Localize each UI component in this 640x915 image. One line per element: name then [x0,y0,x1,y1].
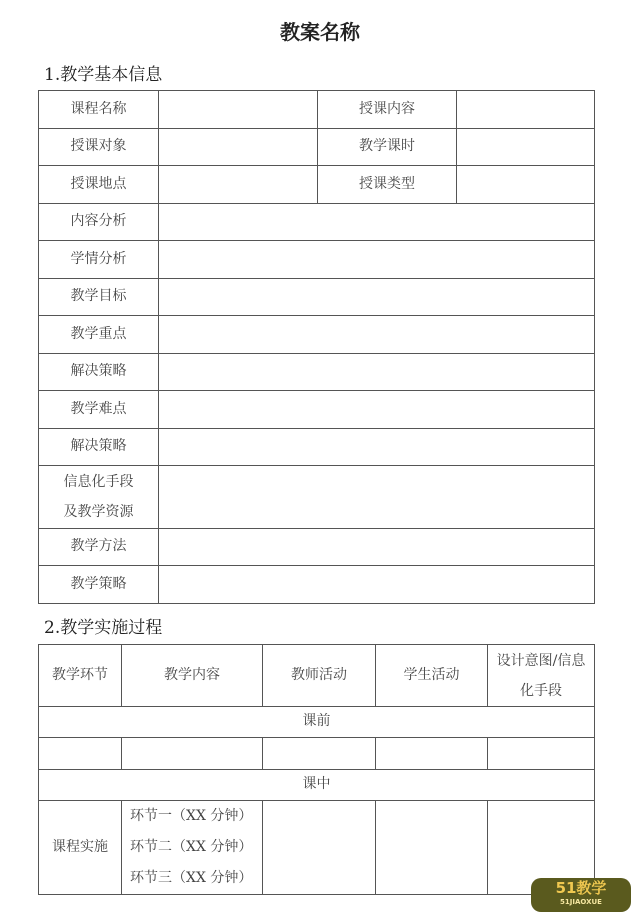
header: 设计意图/信息化手段 [488,645,595,707]
basic-info-table [38,90,595,604]
watermark-sub: 51JIAOXUE [560,898,602,906]
value-cell[interactable] [159,466,595,529]
label: 教学目标 [39,279,159,316]
label: 教学方法 [39,529,159,566]
header: 教学内容 [122,645,263,707]
pre-class-row: 课前 [39,707,595,738]
cell[interactable] [376,738,488,770]
label: 教学重点 [39,316,159,354]
page-title: 教案名称 [280,20,360,44]
value-cell[interactable] [457,129,595,166]
header: 教师活动 [263,645,376,707]
label: 学情分析 [39,241,159,279]
label: 授课类型 [318,166,457,204]
label: 解决策略 [39,429,159,466]
step: 环节二（XX 分钟） [130,839,253,855]
value-cell[interactable] [159,354,595,391]
cell[interactable] [263,801,376,895]
section-heading-process: 2.教学实施过程 [44,618,163,638]
header: 学生活动 [376,645,488,707]
label: 教学策略 [39,566,159,604]
value-cell[interactable] [159,316,595,354]
value-cell[interactable] [159,166,318,204]
value-cell[interactable] [159,241,595,279]
label: 授课对象 [39,129,159,166]
value-cell[interactable] [159,91,318,129]
in-class-row: 课中 [39,770,595,801]
value-cell[interactable] [159,129,318,166]
section-heading-basic-info: 1.教学基本信息 [44,65,163,85]
step: 环节三（XX 分钟） [130,870,253,886]
label: 课程实施 [39,801,122,895]
watermark-logo [531,878,631,912]
label: 教学课时 [318,129,457,166]
cell[interactable] [39,738,122,770]
value-cell[interactable] [159,429,595,466]
label: 解决策略 [39,354,159,391]
label: 内容分析 [39,204,159,241]
label: 信息化手段及教学资源 [39,466,159,529]
value-cell[interactable] [159,529,595,566]
steps-cell [122,801,263,895]
value-cell[interactable] [159,279,595,316]
header: 教学环节 [39,645,122,707]
cell[interactable] [122,738,263,770]
label: 课程名称 [39,91,159,129]
step: 环节一（XX 分钟） [130,808,253,824]
value-cell[interactable] [159,204,595,241]
watermark-text: 51教学 [555,879,607,897]
value-cell[interactable] [457,91,595,129]
value-cell[interactable] [159,391,595,429]
cell[interactable] [376,801,488,895]
label: 授课内容 [318,91,457,129]
label: 授课地点 [39,166,159,204]
cell[interactable] [488,738,595,770]
value-cell[interactable] [457,166,595,204]
value-cell[interactable] [159,566,595,604]
label: 教学难点 [39,391,159,429]
process-table [38,644,595,895]
cell[interactable] [263,738,376,770]
